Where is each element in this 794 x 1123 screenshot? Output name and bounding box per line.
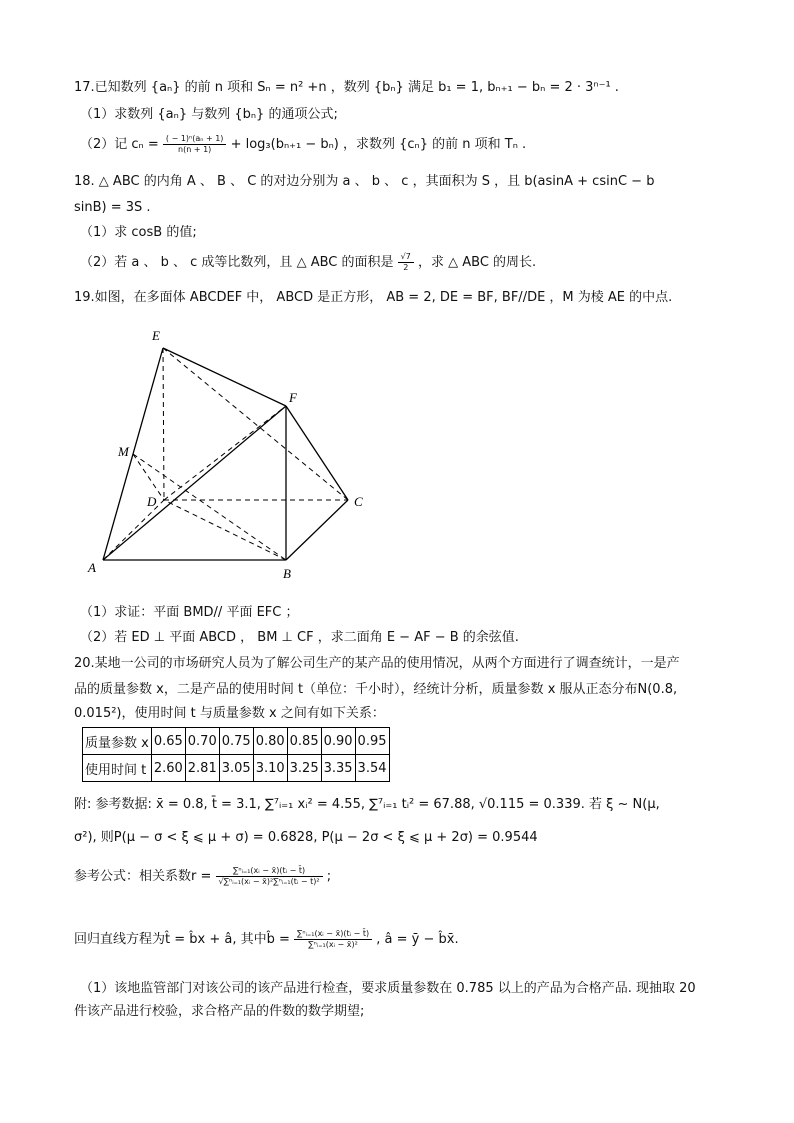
q20-stem-1: 20.某地一公司的市场研究人员为了解公司生产的某产品的使用情况，从两个方面进行了调查统计，一是产 — [74, 656, 680, 671]
q20-ref-1: 附: 参考数据: x̄ = 0.8, t̄ = 3.1, ∑⁷ᵢ₌₁ xᵢ² = 4.55, ∑⁷ᵢ₌₁ tᵢ² = 67.88, √0.115 = 0.339. 若 ξ ~ N(μ, — [74, 797, 660, 812]
edge-ef — [163, 348, 286, 406]
q20-formula-r — [74, 866, 331, 887]
q17-frac-num: ( − 1)ⁿ(aₙ + 1) — [163, 134, 227, 145]
table-cell: 2.81 — [185, 755, 219, 782]
q20-part1-b: 件该产品进行校验，求合格产品的件数的数学期望; — [74, 1004, 365, 1019]
edge-af — [103, 406, 286, 560]
table-cell: 3.54 — [355, 755, 389, 782]
q19-part1: （1）求证：平面 BMD// 平面 EFC ； — [80, 605, 299, 620]
table-row — [83, 728, 390, 755]
q17-stem: 17.已知数列 {aₙ} 的前 n 项和 Sₙ = n² +n ，数列 {bₙ} 满足 b₁ = 1, bₙ₊₁ − bₙ = 2 · 3ⁿ⁻¹ . — [74, 80, 619, 95]
q17-frac-den: n(n + 1) — [178, 145, 212, 154]
table-cell: 2.60 — [151, 755, 185, 782]
q18-stem-1: 18. △ ABC 的内角 A 、 B 、 C 的对边分别为 a 、 b 、 c ，其面积为 S ，且 b(asinA + csinC − b — [74, 174, 655, 189]
q20-formula-b — [74, 929, 459, 950]
formula-r-label: 参考公式：相关系数r = — [74, 869, 212, 884]
table-cell: 0.85 — [287, 728, 321, 755]
formula-r-fraction — [216, 866, 323, 887]
q18-part1: （1）求 cosB 的值; — [80, 225, 197, 240]
q18-stem-2: sinB) = 3S . — [74, 200, 151, 215]
formula-r-den: √∑ⁿᵢ₌₁(xᵢ − x̄)²∑ⁿᵢ₌₁(tᵢ − t̄)² — [218, 877, 320, 886]
label-d: D — [147, 494, 157, 509]
label-f: F — [289, 390, 297, 405]
label-m: M — [118, 444, 129, 459]
q17-part1: （1）求数列 {aₙ} 与数列 {bₙ} 的通项公式; — [80, 107, 338, 122]
edge-fc — [286, 406, 348, 500]
q20-ref-2: σ²), 则P(μ − σ < ξ ⩽ μ + σ) = 0.6828, P(μ − 2σ < ξ ⩽ μ + 2σ) = 0.9544 — [74, 830, 538, 845]
table-cell: 3.35 — [321, 755, 355, 782]
polyhedron-figure — [80, 320, 380, 590]
formula-b-num: ∑ⁿᵢ₌₁(xᵢ − x̄)(tᵢ − t̄) — [294, 929, 372, 940]
edge-ec — [163, 348, 348, 500]
q17-part2-lead: （2）记 cₙ = — [80, 137, 159, 152]
q18-frac-num: √7 — [398, 252, 414, 263]
table-cell: 使用时间 t — [83, 755, 152, 782]
table-cell: 0.75 — [219, 728, 253, 755]
label-b: B — [283, 566, 291, 581]
q19-part2: （2）若 ED ⊥ 平面 ABCD ， BM ⊥ CF ，求二面角 E − AF − B 的余弦值. — [80, 630, 519, 645]
q17-part2 — [80, 134, 526, 155]
q18-fraction — [398, 252, 414, 273]
label-c: C — [354, 494, 363, 509]
table-cell: 3.05 — [219, 755, 253, 782]
table-cell: 0.70 — [185, 728, 219, 755]
formula-b-label: 回归直线方程为t̂ = b̂x + â, 其中b̂ = — [74, 932, 290, 947]
table-cell: 0.65 — [151, 728, 185, 755]
q18-part2-tail: ，求 △ ABC 的周长. — [417, 255, 537, 270]
table-cell: 3.10 — [253, 755, 287, 782]
formula-b-end: , â = ȳ − b̂x̄. — [376, 932, 459, 947]
table-cell: 0.90 — [321, 728, 355, 755]
label-e: E — [152, 328, 160, 343]
q18-frac-den: 2 — [403, 263, 409, 272]
table-cell: 质量参数 x — [83, 728, 152, 755]
formula-r-num: ∑ⁿᵢ₌₁(xᵢ − x̄)(tᵢ − t̄) — [216, 866, 323, 877]
formula-r-end: ; — [326, 869, 332, 884]
edge-bd — [164, 500, 286, 560]
q18-part2 — [80, 252, 536, 273]
q19-stem: 19.如图，在多面体 ABCDEF 中， ABCD 是正方形， AB = 2, DE = BF, BF//DE ，M 为棱 AE 的中点. — [74, 290, 673, 305]
q18-part2-lead: （2）若 a 、 b 、 c 成等比数列，且 △ ABC 的面积是 — [80, 255, 394, 270]
q20-stem-3: 0.015²)，使用时间 t 与质量参数 x 之间有如下关系： — [74, 706, 385, 721]
table-cell: 0.80 — [253, 728, 287, 755]
label-a: A — [88, 560, 96, 575]
data-table — [82, 727, 390, 782]
table-row — [83, 755, 390, 782]
q17-part2-tail: + log₃(bₙ₊₁ − bₙ) ，求数列 {cₙ} 的前 n 项和 Tₙ . — [230, 137, 527, 152]
edge-df — [164, 406, 286, 500]
formula-b-fraction — [294, 929, 372, 950]
q20-stem-2: 品的质量参数 x，二是产品的使用时间 t（单位：千小时），经统计分析，质量参数 x 服从正态分布N(0.8, — [74, 682, 678, 697]
edge-ed — [163, 348, 164, 500]
q17-fraction — [163, 134, 227, 155]
table-cell: 0.95 — [355, 728, 389, 755]
formula-b-den: ∑ⁿᵢ₌₁(xᵢ − x̄)² — [308, 940, 358, 949]
edge-bc — [286, 500, 348, 560]
table-cell: 3.25 — [287, 755, 321, 782]
q20-part1-a: （1）该地监管部门对该公司的该产品进行检查，要求质量参数在 0.785 以上的产品为合格产品. 现抽取 20 — [80, 981, 696, 996]
